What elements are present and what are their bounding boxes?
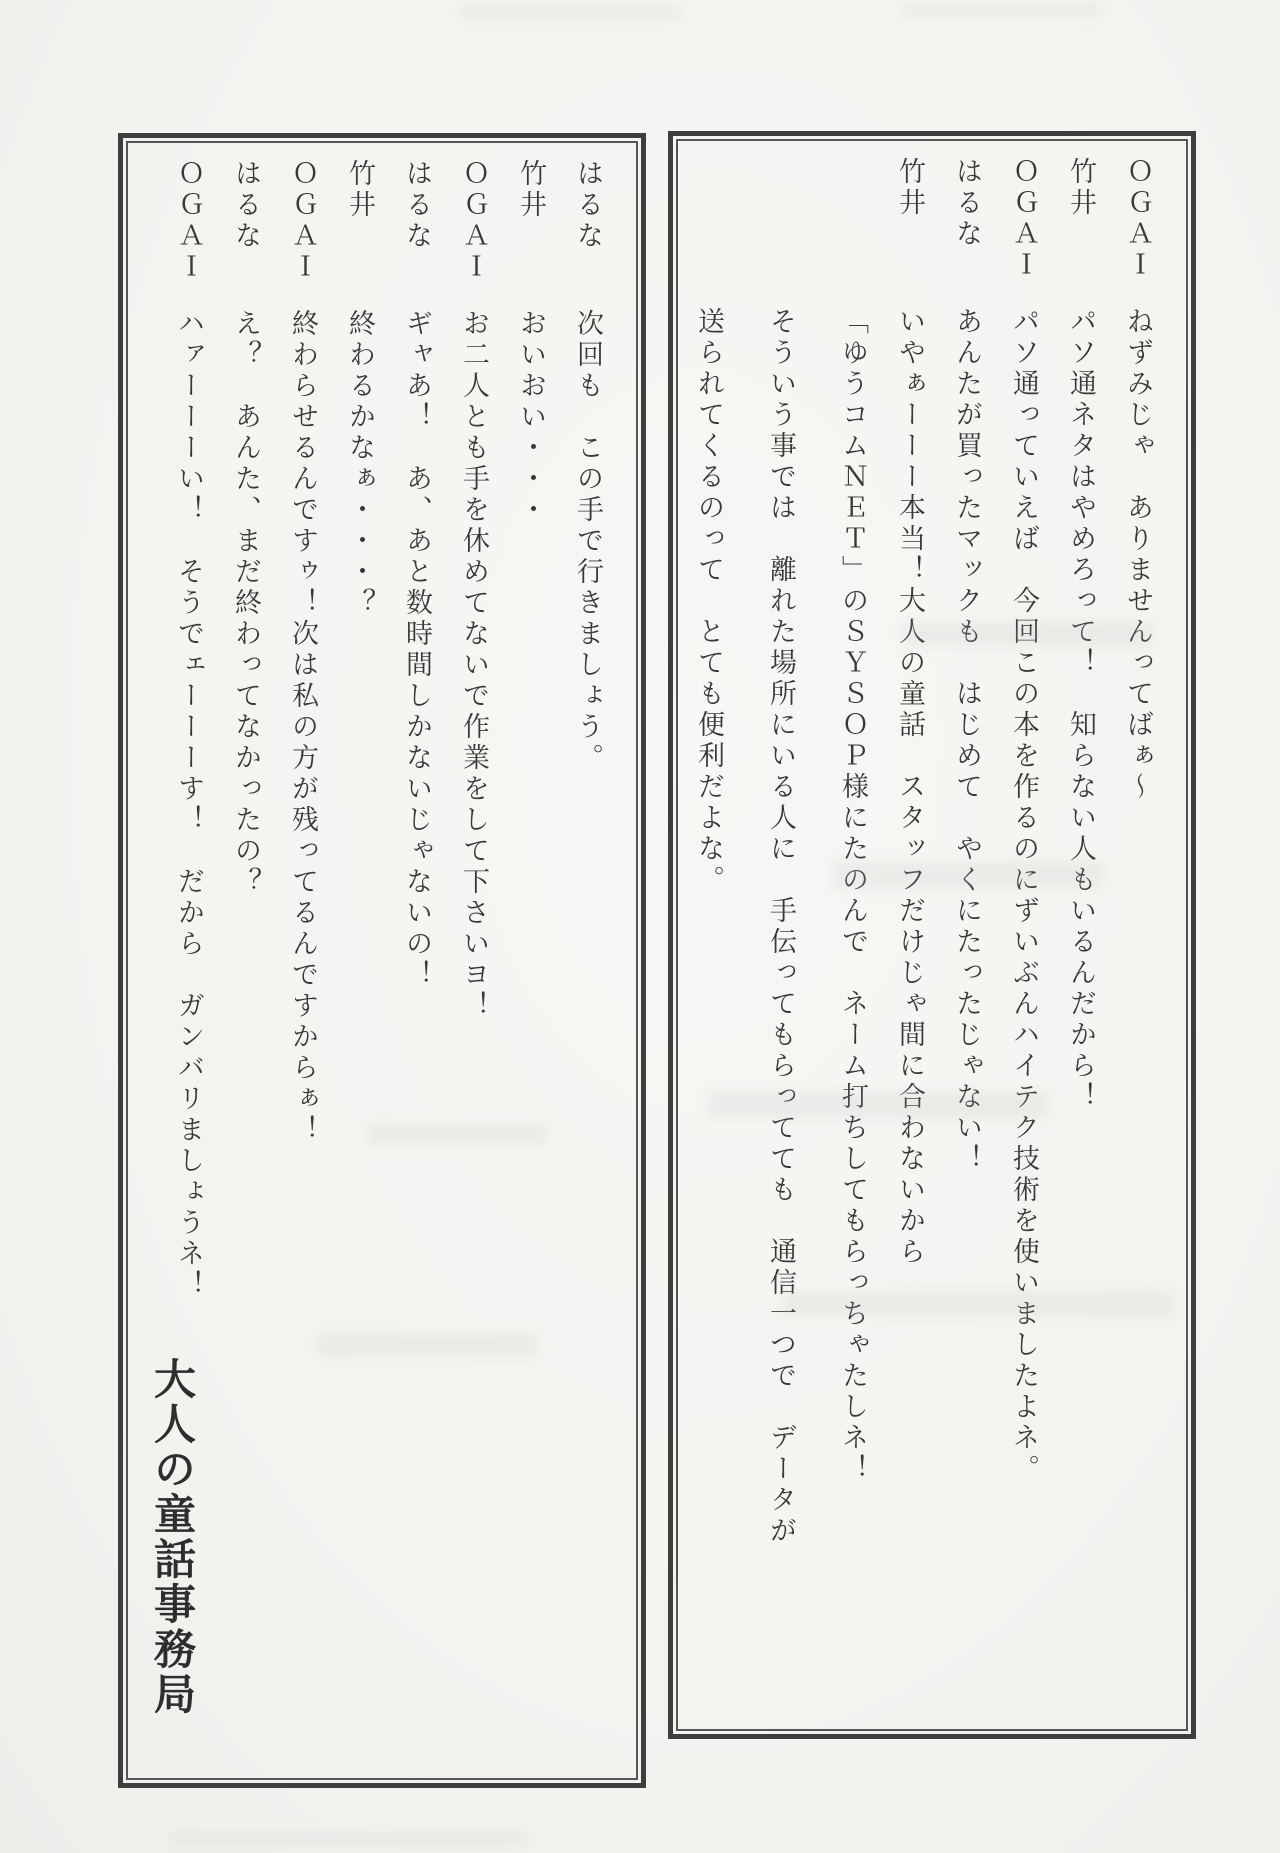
dialogue-column — [217, 159, 274, 1768]
dialogue-column — [1109, 157, 1166, 1719]
dialogue-column — [680, 157, 737, 1719]
scan-bleed-artifact — [170, 1833, 530, 1845]
dialogue-column — [445, 159, 502, 1768]
dialogue-text: 終わるかなぁ・・・？ — [345, 309, 375, 619]
dialogue-column — [502, 159, 559, 1768]
dialogue-text: 送られてくるのって とても便利だよな。 — [694, 307, 724, 896]
speaker-label: はるな — [231, 159, 261, 252]
dialogue-text: パソ通ネタはやめろって！ 知らない人もいるんだから！ — [1066, 307, 1096, 1113]
dialogue-column — [388, 159, 445, 1768]
dialogue-columns-left — [128, 143, 636, 1778]
dialogue-text: お二人とも手を休めてないで作業をして下さいヨ！ — [459, 309, 489, 1022]
speaker-label: 竹井 — [1066, 157, 1096, 219]
dialogue-text: ねずみじゃ ありませんってばぁ～ — [1123, 307, 1153, 803]
speaker-label: はるな — [402, 159, 432, 252]
dialogue-text: ハァーーーい！ そうでェーーーす！ だから ガンバリましょうネ！ — [174, 309, 204, 1301]
dialogue-text: 次回も この手で行きましょう。 — [573, 309, 603, 774]
dialogue-text: いやぁーーー本当！大人の童話 スタッフだけじゃ間に合わないから — [895, 307, 925, 1268]
speaker-label: 竹井 — [345, 159, 375, 221]
dialogue-column — [824, 157, 881, 1719]
dialogue-text: え？ あんた、まだ終わってなかったの？ — [231, 309, 261, 898]
speaker-label: ＯＧＡＩ — [1123, 157, 1153, 281]
dialogue-panel-right — [668, 131, 1196, 1739]
dialogue-column — [1052, 157, 1109, 1719]
speaker-label: ＯＧＡＩ — [1009, 157, 1039, 281]
speaker-label: はるな — [952, 157, 982, 250]
scan-bleed-artifact — [460, 6, 680, 20]
dialogue-column — [995, 157, 1052, 1719]
dialogue-text: そういう事では 離れた場所にいる人に 手伝ってもらってても 通信一つで データが — [766, 307, 796, 1547]
dialogue-column — [881, 157, 938, 1719]
scan-bleed-artifact — [900, 4, 1100, 16]
dialogue-column — [752, 157, 809, 1719]
speaker-label: ＯＧＡＩ — [288, 159, 318, 283]
speaker-label: はるな — [573, 159, 603, 252]
speaker-label: ＯＧＡＩ — [174, 159, 204, 283]
dialogue-column — [274, 159, 331, 1768]
dialogue-column — [559, 159, 616, 1768]
panel-inner-frame — [676, 139, 1188, 1731]
speaker-label: 竹井 — [516, 159, 546, 221]
dialogue-text: ギャあ！ あ、あと数時間しかないじゃないの！ — [402, 309, 432, 991]
panel-inner-frame — [126, 141, 638, 1780]
speaker-label: 竹井 — [895, 157, 925, 219]
dialogue-column — [331, 159, 388, 1768]
dialogue-columns-right — [678, 141, 1186, 1729]
speaker-label: ＯＧＡＩ — [459, 159, 489, 283]
dialogue-text: パソ通っていえば 今回この本を作るのにずいぶんハイテク技術を使いましたよネ。 — [1009, 307, 1039, 1485]
dialogue-text: 「ゆうコムＮＥＴ」のＳＹＳＯＰ様にたのんで ネーム打ちしてもらっちゃたしネ！ — [838, 307, 868, 1485]
dialogue-text: あんたが買ったマックも はじめて やくにたったじゃない！ — [952, 307, 982, 1175]
dialogue-column — [938, 157, 995, 1719]
dialogue-text: おいおい・・・ — [516, 309, 546, 526]
circle-signature: 大人の童話事務局 — [149, 1357, 196, 1717]
dialogue-text: 終わらせるんですゥ！次は私の方が残ってるんですからぁ！ — [288, 309, 318, 1146]
dialogue-panel-left — [118, 133, 646, 1788]
